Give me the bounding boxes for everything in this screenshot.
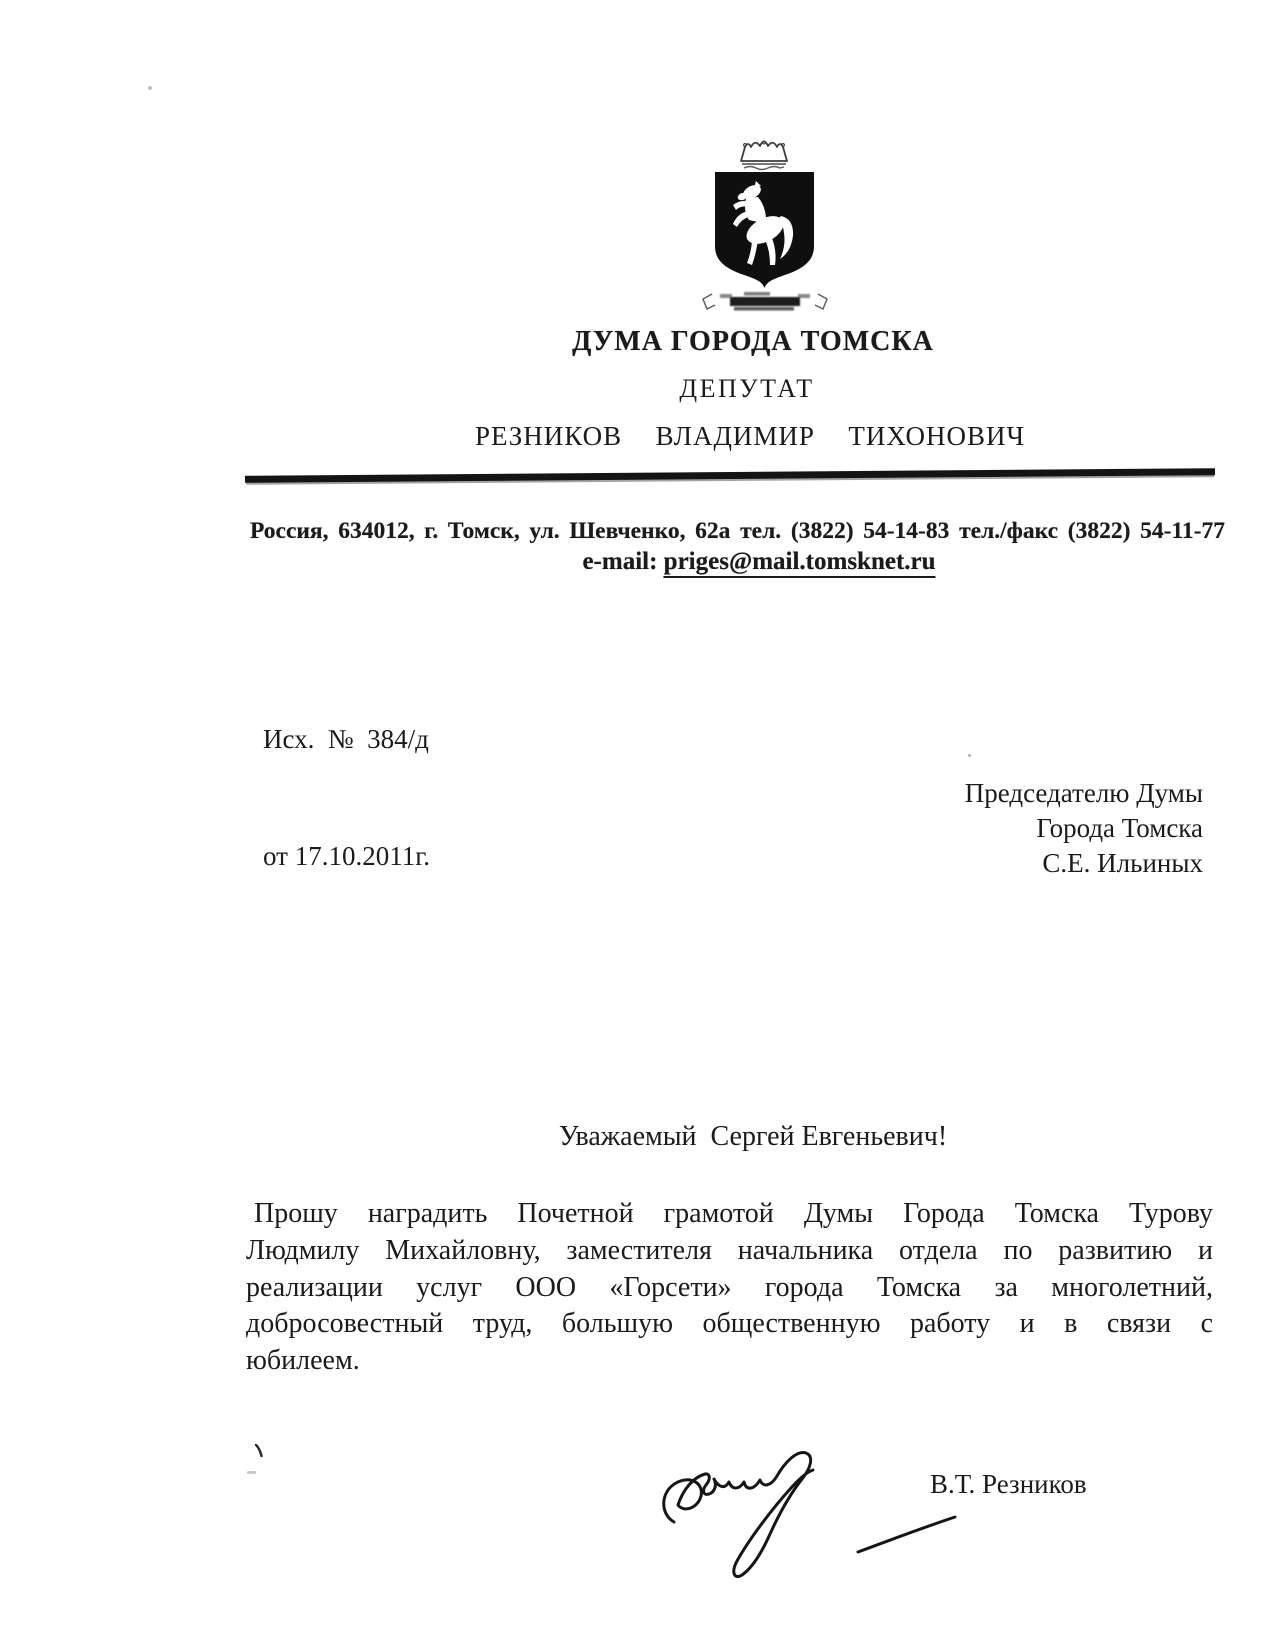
- outgoing-number: Исх. № 384/д: [263, 724, 429, 754]
- body-paragraph: [246, 1196, 1213, 1380]
- crown-icon: [734, 137, 794, 173]
- motto-ribbon-icon: [700, 288, 830, 318]
- letter-date: от 17.10.2011г.: [263, 841, 430, 871]
- body-line: добросовестный труд, большую общественную работу и в связи с: [246, 1308, 1213, 1340]
- addressee-block: [965, 776, 1203, 881]
- addressee-line: Города Томска: [1036, 813, 1203, 843]
- position-title: ДЕПУТАТ: [679, 374, 815, 403]
- addressee-line: Председателю Думы: [964, 778, 1203, 808]
- separator-rule: [245, 468, 1215, 483]
- addressee-line: С.Е. Ильиных: [1042, 848, 1203, 878]
- organization-title: ДУМА ГОРОДА ТОМСКА: [572, 326, 934, 357]
- reference-block: [263, 642, 430, 954]
- scan-speck: [968, 754, 971, 757]
- deputy-name: РЕЗНИКОВ ВЛАДИМИР ТИХОНОВИЧ: [474, 421, 1026, 451]
- body-line: юбилеем.: [246, 1345, 360, 1377]
- scan-speck: [247, 1471, 256, 1474]
- scan-mark: [254, 1444, 264, 1460]
- email-label: e-mail:: [582, 548, 664, 575]
- email-line: [582, 548, 935, 576]
- email-address: priges@mail.tomsknet.ru: [664, 548, 936, 578]
- handwritten-signature-icon: [650, 1430, 1060, 1610]
- scan-speck: [148, 86, 152, 90]
- tomsk-shield-horse-icon: [712, 170, 817, 290]
- signer-name: В.Т. Резников: [930, 1469, 1087, 1499]
- body-line: реализации услуг ООО «Горсети» города Томска за многолетний,: [246, 1271, 1213, 1303]
- body-line: Прошу наградить Почетной грамотой Думы Города Томска Турову: [254, 1198, 1213, 1229]
- salutation: Уважаемый Сергей Евгеньевич!: [558, 1121, 948, 1152]
- body-line: Людмилу Михайловну, заместителя начальника отдела по развитию и: [246, 1234, 1213, 1266]
- address-phone-line: Россия, 634012, г. Томск, ул. Шевченко, 62а тел. (3822) 54-14-83 тел./факс (3822) 54-11-77: [250, 518, 1225, 544]
